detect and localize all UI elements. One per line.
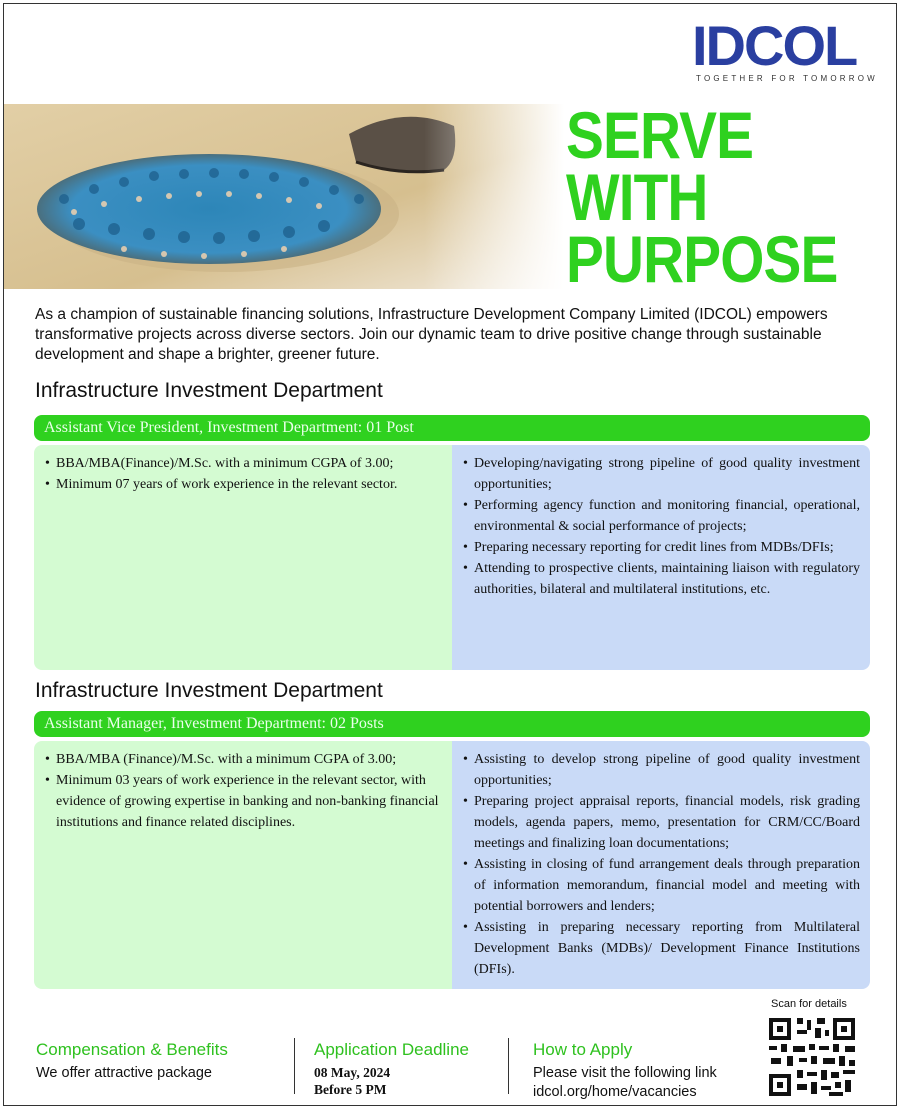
footer-divider-2 — [508, 1038, 509, 1094]
logo-tagline: TOGETHER FOR TOMORROW — [696, 74, 878, 83]
logo-wordmark: IDCOL — [692, 14, 857, 77]
list-item: • Preparing necessary reporting for credit lines from MDBs/DFIs; — [462, 537, 860, 558]
responsibilities-panel-2 — [452, 741, 870, 989]
requirements-list-2 — [44, 749, 442, 833]
position-title-bar-2: Assistant Manager, Investment Department: 02 Posts — [34, 711, 870, 737]
list-item: • Preparing project appraisal reports, financial models, risk grading models, agenda papers, memo, presentation for CRM/CC/Board meetings and finalizing loan documentations; — [462, 791, 860, 854]
footer — [4, 994, 897, 1106]
position-details-2 — [34, 741, 870, 989]
list-item: • Minimum 03 years of work experience in the relevant sector, with evidence of growing expertise in banking and non-banking financial institutions and finance related disciplines. — [44, 770, 442, 833]
deadline-time: Before 5 PM — [314, 1082, 387, 1097]
department-heading-2: Infrastructure Investment Department — [35, 679, 383, 702]
list-item: • BBA/MBA (Finance)/M.Sc. with a minimum CGPA of 3.00; — [44, 749, 442, 770]
deadline-date: 08 May, 2024 — [314, 1065, 391, 1080]
headline-line-1: SERVE — [566, 98, 754, 172]
headline-line-3: PURPOSE — [566, 222, 838, 296]
position-title-bar-1: Assistant Vice President, Investment Department: 01 Post — [34, 415, 870, 441]
deadline-title: Application Deadline — [314, 1040, 469, 1059]
apply-text: Please visit the following link — [533, 1065, 717, 1081]
apply-title: How to Apply — [533, 1040, 633, 1059]
compensation-text: We offer attractive package — [36, 1065, 212, 1081]
list-item: • Assisting in preparing necessary reporting from Multilateral Development Banks (MDBs)/ Development Finance Institutions (DFIs). — [462, 917, 860, 980]
compensation-title: Compensation & Benefits — [36, 1040, 228, 1059]
requirements-panel-1 — [34, 445, 452, 670]
list-item: • Developing/navigating strong pipeline of good quality investment opportunities; — [462, 453, 860, 495]
requirements-panel-2 — [34, 741, 452, 989]
list-item: • Minimum 07 years of work experience in the relevant sector. — [44, 474, 442, 495]
crowd-on-beach-image — [4, 104, 564, 289]
list-item: • Attending to prospective clients, maintaining liaison with regulatory authorities, bilateral and multilateral institutions, etc. — [462, 558, 860, 600]
scan-label: Scan for details — [771, 998, 847, 1010]
qr-code-icon[interactable] — [767, 1016, 857, 1098]
responsibilities-list-1 — [462, 453, 860, 600]
list-item: • Assisting in closing of fund arrangement deals through preparation of information memorandum, financial model and meeting with potential borrowers and lenders; — [462, 854, 860, 917]
requirements-list-1 — [44, 453, 442, 495]
list-item: • Assisting to develop strong pipeline of good quality investment opportunities; — [462, 749, 860, 791]
position-details-1 — [34, 445, 870, 670]
footer-divider-1 — [294, 1038, 295, 1094]
hero-photo — [4, 104, 564, 289]
responsibilities-panel-1 — [452, 445, 870, 670]
idcol-logo — [692, 12, 878, 88]
job-advertisement — [3, 3, 897, 1106]
headline — [566, 98, 841, 296]
list-item: • BBA/MBA(Finance)/M.Sc. with a minimum CGPA of 3.00; — [44, 453, 442, 474]
responsibilities-list-2 — [462, 749, 860, 980]
headline-line-2: WITH — [566, 160, 708, 234]
list-item: • Performing agency function and monitoring financial, operational, environmental & social performance of projects; — [462, 495, 860, 537]
department-heading-1: Infrastructure Investment Department — [35, 379, 383, 402]
intro-paragraph: As a champion of sustainable financing solutions, Infrastructure Development Company Limited (IDCOL) empowers transformative projects across diverse sectors. Join our dynamic team to drive positive change through sustainable development and shape a brighter, greener future. — [35, 306, 828, 363]
apply-link[interactable]: idcol.org/home/vacancies — [533, 1084, 697, 1100]
